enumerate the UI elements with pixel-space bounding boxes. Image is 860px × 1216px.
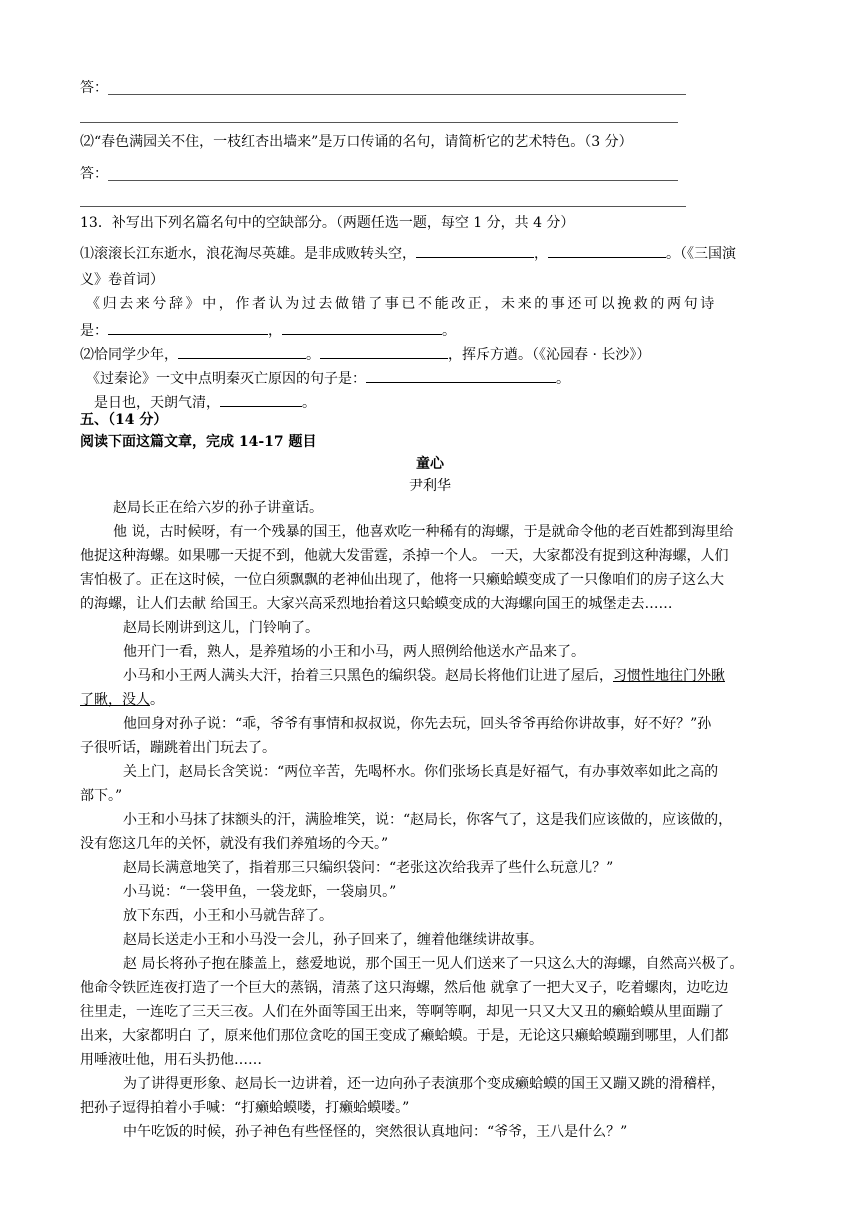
q13-2-text-a: ⑵恰同学少年， (80, 347, 178, 363)
paragraph-5-period: 。 (150, 692, 164, 708)
paragraph-10: 小马说：“一袋甲鱼，一袋龙虾，一袋扇贝。” (123, 884, 397, 900)
answer-line-2a[interactable] (108, 180, 678, 181)
answer-line-1a[interactable] (108, 94, 686, 95)
paragraph-7-line-2: 部下。” (80, 788, 123, 804)
paragraph-6-line-2: 子很听话，蹦跳着出门玩去了。 (80, 740, 276, 756)
q13-1-blank-2[interactable] (548, 243, 666, 258)
paragraph-15: 中午吃饭的时候，孙子神色有些怪怪的，突然很认真地问：“爷爷，王八是什么？” (123, 1124, 628, 1140)
paragraph-2-line-1: 他 说，古时候呀，有一个残暴的国王，他喜欢吃一种稀有的海螺，于是就命令他的老百姓都到海里给 (113, 524, 734, 540)
paragraph-8-line-1: 小王和小马抹了抹额头的汗，满脸堆笑，说：“赵局长，你客气了，这是我们应该做的，应该做的， (123, 812, 733, 828)
q13-2-blank-1[interactable] (178, 344, 306, 359)
paragraph-2-line-4: 的海螺，让人们去献 给国王。大家兴高采烈地抬着这只蛤蟆变成的大海螺向国王的城堡走去…… (80, 596, 673, 612)
paragraph-11: 放下东西，小王和小马就告辞了。 (123, 908, 333, 924)
q13-1-blank-1[interactable] (416, 243, 534, 258)
q13-guoqin-line (86, 368, 570, 389)
paragraph-13-line-4: 出来，大家都明白 了，原来他们那位贪吃的国王变成了癞蛤蟆。于是，无论这只癞蛤蟆蹦到哪里，人们都 (80, 1028, 729, 1044)
paragraph-7-line-1: 关上门，赵局长含笑说：“两位辛苦，先喝杯水。你们张场长真是好福气，有办事效率如此之高的 (123, 764, 719, 780)
paragraph-13-line-1: 赵 局长将孙子抱在膝盖上，慈爱地说，那个国王一见人们送来了一只这么大的海螺，自然高兴极了。 (123, 956, 744, 972)
q13-line-1-cont: 义》卷首词） (80, 272, 164, 288)
paragraph-13-line-5: 用唾液吐他，用石头扔他…… (80, 1052, 262, 1068)
paragraph-4: 他开门一看，熟人，是养殖场的小王和小马，两人照例给他送水产品来了。 (123, 644, 585, 660)
q13-lanting-text-b: 。 (302, 395, 316, 411)
answer-label-2: 答： (80, 166, 108, 182)
q13-lanting-text-a: 是日也，天朗气清， (94, 395, 220, 411)
paragraph-3: 赵局长刚讲到这儿，门铃响了。 (123, 620, 319, 636)
answer-line-2b[interactable] (80, 206, 686, 207)
question-12-2: ⑵“春色满园关不住，一枝红杏出墙来”是万口传诵的名句，请简析它的艺术特色。（3 分） (80, 134, 633, 150)
paragraph-5-underlined-phrase-end: 了瞅，没人 (80, 692, 150, 708)
paragraph-5-line-1 (123, 666, 725, 686)
q13-2-text-c: ，挥斥方遒。（《沁园春 · 长沙》） (448, 347, 651, 363)
q13-guiqu-blank-1[interactable] (108, 320, 268, 335)
q13-2-blank-2[interactable] (320, 344, 448, 359)
q13-guoqin-blank[interactable] (366, 368, 556, 383)
q13-guiqu-prompt: 《归去来兮辞》中，作者认为过去做错了事已不能改正，未来的事还可以挽救的两句诗 (86, 296, 717, 312)
answer-line-1b[interactable] (80, 122, 678, 123)
paragraph-13-line-3: 往里走，一连吃了三天三夜。人们在外面等国王出来，等啊等啊，却见一只又大又丑的癞蛤蟆从里面蹦了 (80, 1004, 724, 1020)
q13-guiqu-text-d: 。 (442, 323, 456, 339)
paragraph-6-line-1: 他回身对孙子说：“乖，爷爷有事情和叔叔说，你先去玩，回头爷爷再给你讲故事，好不好？”孙 (123, 716, 712, 732)
paragraph-1: 赵局长正在给六岁的孙子讲童话。 (113, 500, 323, 516)
story-author: 尹利华 (409, 478, 451, 494)
paragraph-9: 赵局长满意地笑了，指着那三只编织袋问：“老张这次给我弄了些什么玩意儿？” (123, 860, 614, 876)
q13-guiqu-text-b: 是： (80, 323, 108, 339)
paragraph-2-line-2: 他捉这种海螺。如果哪一天捉不到，他就大发雷霆，杀掉一个人。 一天，大家都没有捉到这种海螺，人们 (80, 548, 729, 564)
paragraph-14-line-2: 把孙子逗得拍着小手喊：“打癞蛤蟆喽，打癞蛤蟆喽。” (80, 1100, 410, 1116)
paragraph-13-line-2: 他命令铁匠连夜打造了一个巨大的蒸锅，清蒸了这只海螺，然后他 就拿了一把大叉子，吃着螺肉，边吃边 (80, 980, 729, 996)
q13-guiqu-line (80, 320, 456, 341)
q13-guoqin-text-a: 《过秦论》一文中点明秦灭亡原因的句子是： (86, 371, 366, 387)
q13-guoqin-text-b: 。 (556, 371, 570, 387)
q13-1-text-c: 。（《三国演 (666, 246, 736, 262)
q13-guiqu-text-c: ， (268, 323, 282, 339)
paragraph-12: 赵局长送走小王和小马没一会儿，孙子回来了，缠着他继续讲故事。 (123, 932, 543, 948)
paragraph-5-text: 小马和小王两人满头大汗，抬着三只黑色的编织袋。赵局长将他们让进了屋后， (123, 668, 613, 684)
story-title: 童心 (416, 456, 444, 472)
paragraph-8-line-2: 没有您这几年的关怀，就没有我们养殖场的今天。” (80, 836, 389, 852)
paragraph-5-underlined-phrase: 习惯性地往门外瞅 (613, 668, 725, 684)
q13-line-2 (80, 344, 650, 365)
paragraph-5-line-2 (80, 690, 164, 710)
q13-lanting-blank[interactable] (220, 392, 302, 407)
q13-2-text-b: 。 (306, 347, 320, 363)
paragraph-14-line-1: 为了讲得更形象、赵局长一边讲着，还一边向孙子表演那个变成癞蛤蟆的国王又蹦又跳的滑稽样， (123, 1076, 725, 1092)
q13-1-text-a: ⑴滚滚长江东逝水，浪花淘尽英雄。是非成败转头空， (80, 246, 416, 262)
q13-line-1 (80, 243, 736, 264)
section-5-heading: 五、（14 分） (80, 412, 168, 428)
q13-guiqu-blank-2[interactable] (282, 320, 442, 335)
question-13: 13．补写出下列名篇名句中的空缺部分。（两题任选一题，每空 1 分，共 4 分） (80, 215, 575, 231)
section-5-instructions: 阅读下面这篇文章，完成 14-17 题目 (80, 434, 317, 450)
paragraph-2-line-3: 害怕极了。正在这时候，一位白须飘飘的老神仙出现了，他将一只癞蛤蟆变成了一只像咱们的房子这么大 (80, 572, 724, 588)
answer-label-1: 答： (80, 80, 108, 96)
q13-1-text-b: ， (534, 246, 548, 262)
